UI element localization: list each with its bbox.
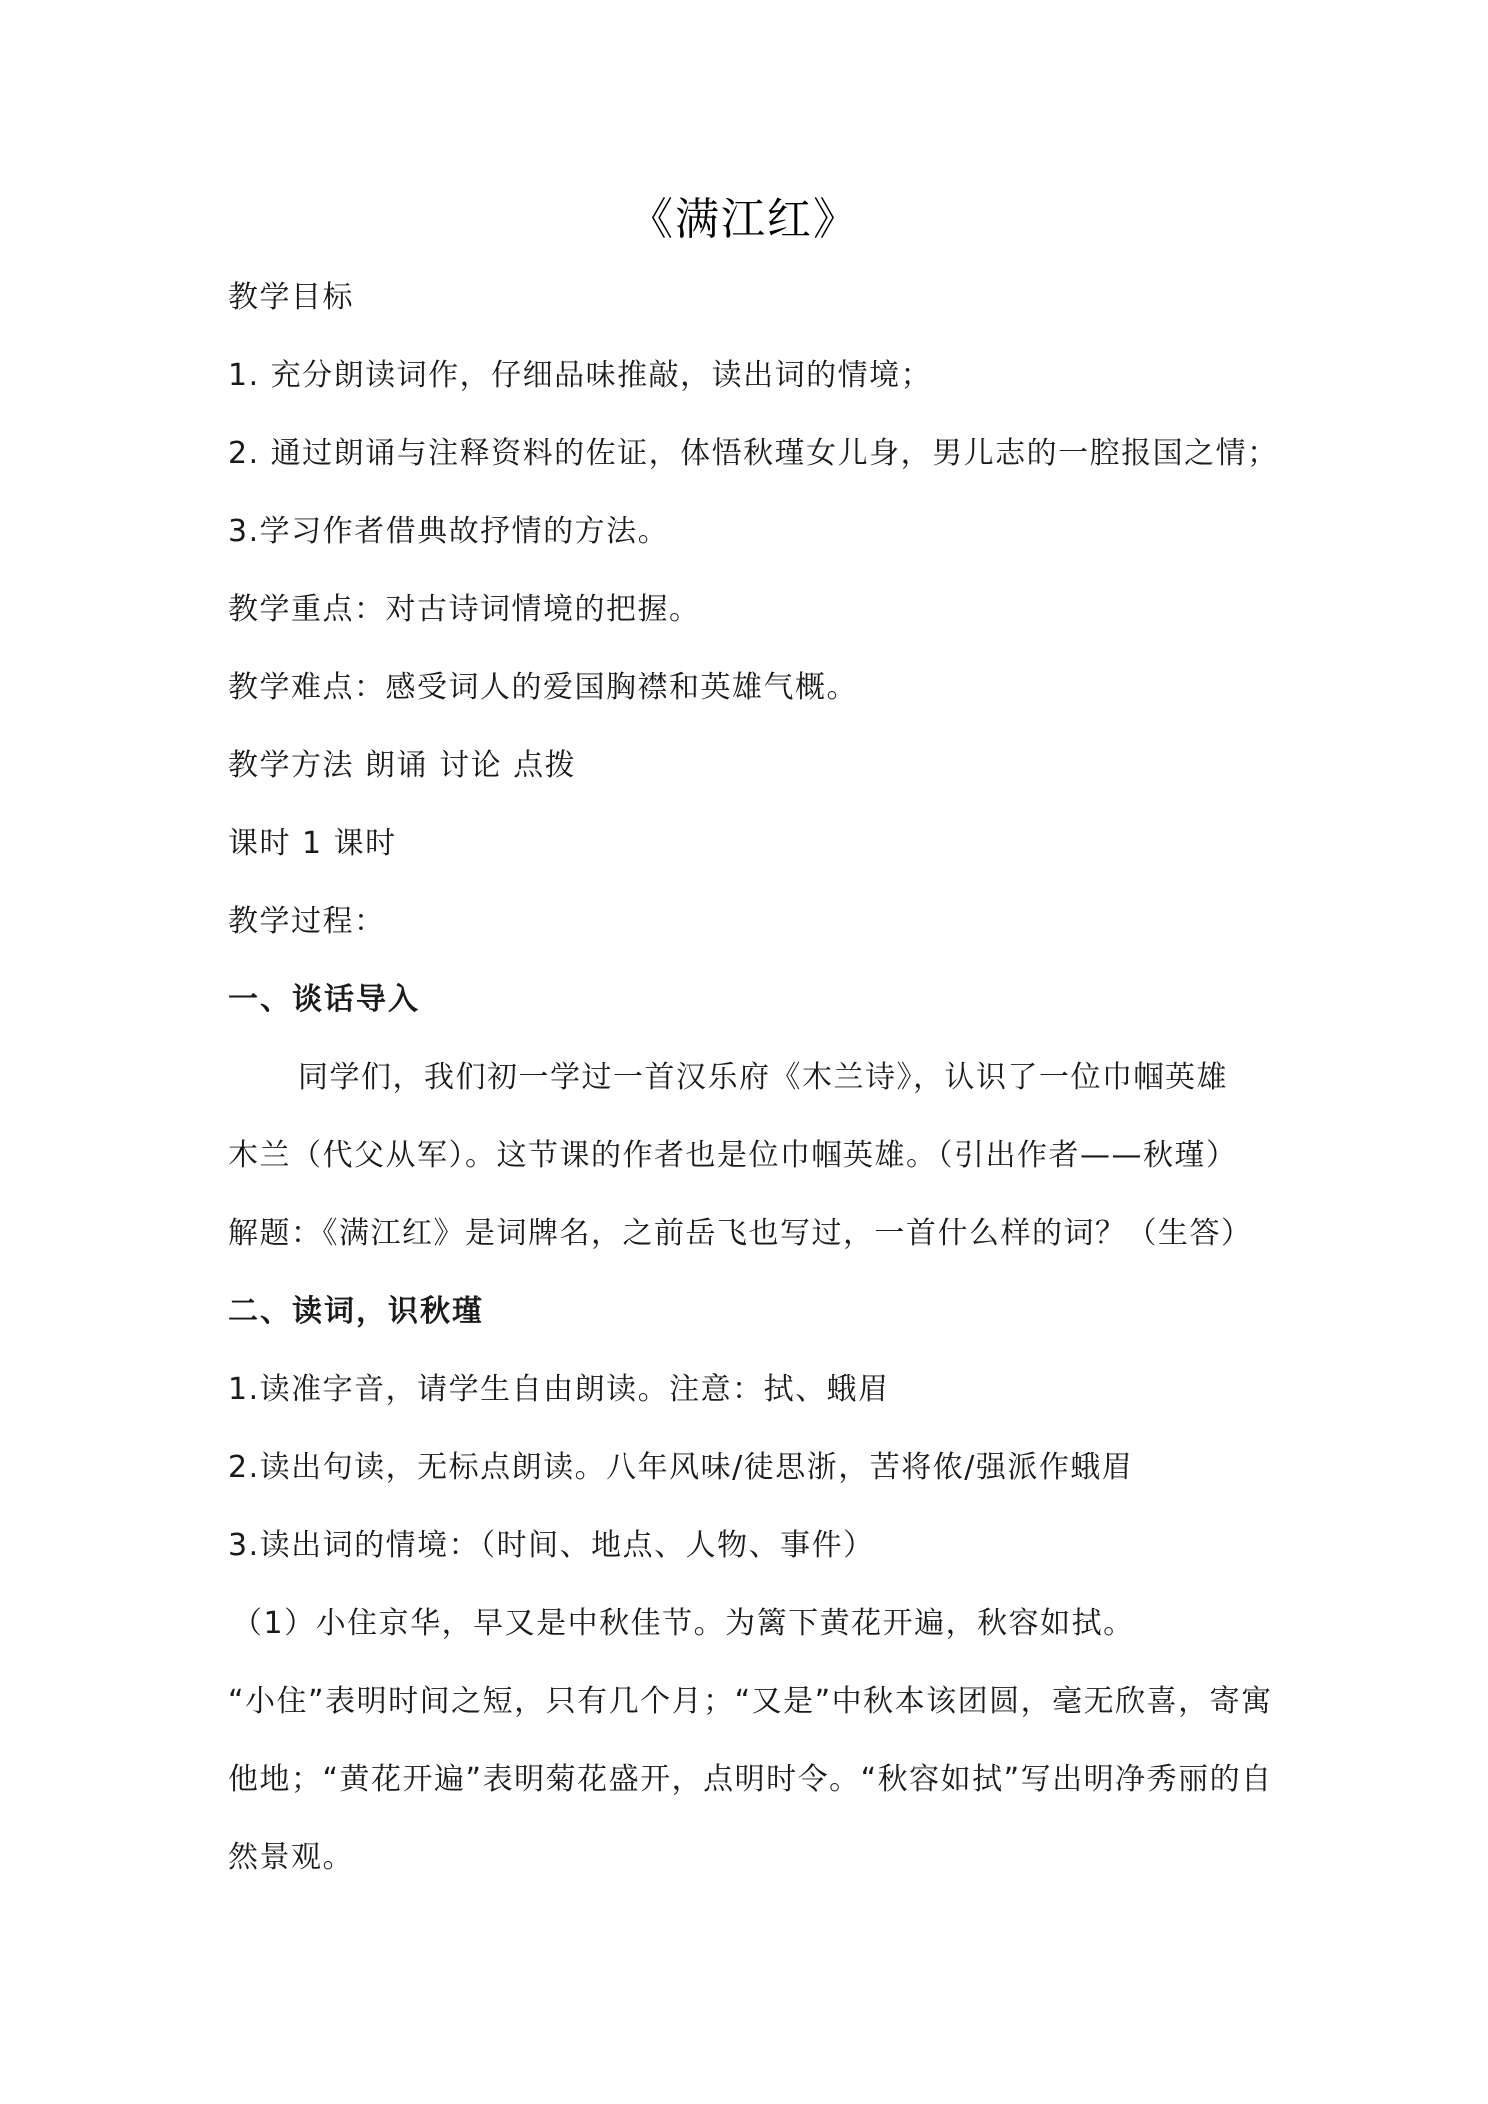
teaching-process-heading: 教学过程： [228,904,386,939]
teaching-methods: 教学方法 朗诵 讨论 点拨 [228,748,577,783]
paragraph-line: 他地；“黄花开遍”表明菊花盛开，点明时令。“秋容如拭”写出明净秀丽的自 [228,1762,1273,1797]
paragraph-line: 然景观。 [228,1840,354,1875]
paragraph-line: 木兰（代父从军）。这节课的作者也是位巾帼英雄。（引出作者——秋瑾） [228,1138,1238,1173]
step-item-1: 1.读准字音，请学生自由朗读。注意：拭、蛾眉 [228,1372,890,1407]
goal-item-3: 3.学习作者借典故抒情的方法。 [228,514,670,549]
sub-item-1: （1）小住京华，早又是中秋佳节。为篱下黄花开遍，秋容如拭。 [232,1606,1135,1641]
goal-item-2: 2. 通过朗诵与注释资料的佐证，体悟秋瑾女儿身，男儿志的一腔报国之情； [228,436,1279,471]
section-heading-2: 二、读词，识秋瑾 [228,1294,484,1329]
step-item-3: 3.读出词的情境：（时间、地点、人物、事件） [228,1528,875,1563]
heading-teaching-goals: 教学目标 [228,280,354,315]
section-heading-1: 一、谈话导入 [228,982,420,1017]
paragraph-line: 解题：《满江红》是词牌名，之前岳飞也写过，一首什么样的词？（生答） [228,1216,1253,1251]
paragraph-line: 同学们，我们初一学过一首汉乐府《木兰诗》，认识了一位巾帼英雄 [298,1060,1228,1095]
teaching-focus: 教学重点：对古诗词情境的把握。 [228,592,701,627]
teaching-difficulty: 教学难点：感受词人的爱国胸襟和英雄气概。 [228,670,858,705]
class-hours: 课时 1 课时 [228,826,397,861]
step-item-2: 2.读出句读，无标点朗读。八年风味/徒思浙，苦将侬/强派作蛾眉 [228,1450,1134,1485]
document-title: 《满江红》 [629,194,859,245]
goal-item-1: 1. 充分朗读词作，仔细品味推敲，读出词的情境； [228,358,933,393]
paragraph-line: “小住”表明时间之短，只有几个月；“又是”中秋本该团圆，毫无欣喜，寄寓 [228,1684,1273,1719]
